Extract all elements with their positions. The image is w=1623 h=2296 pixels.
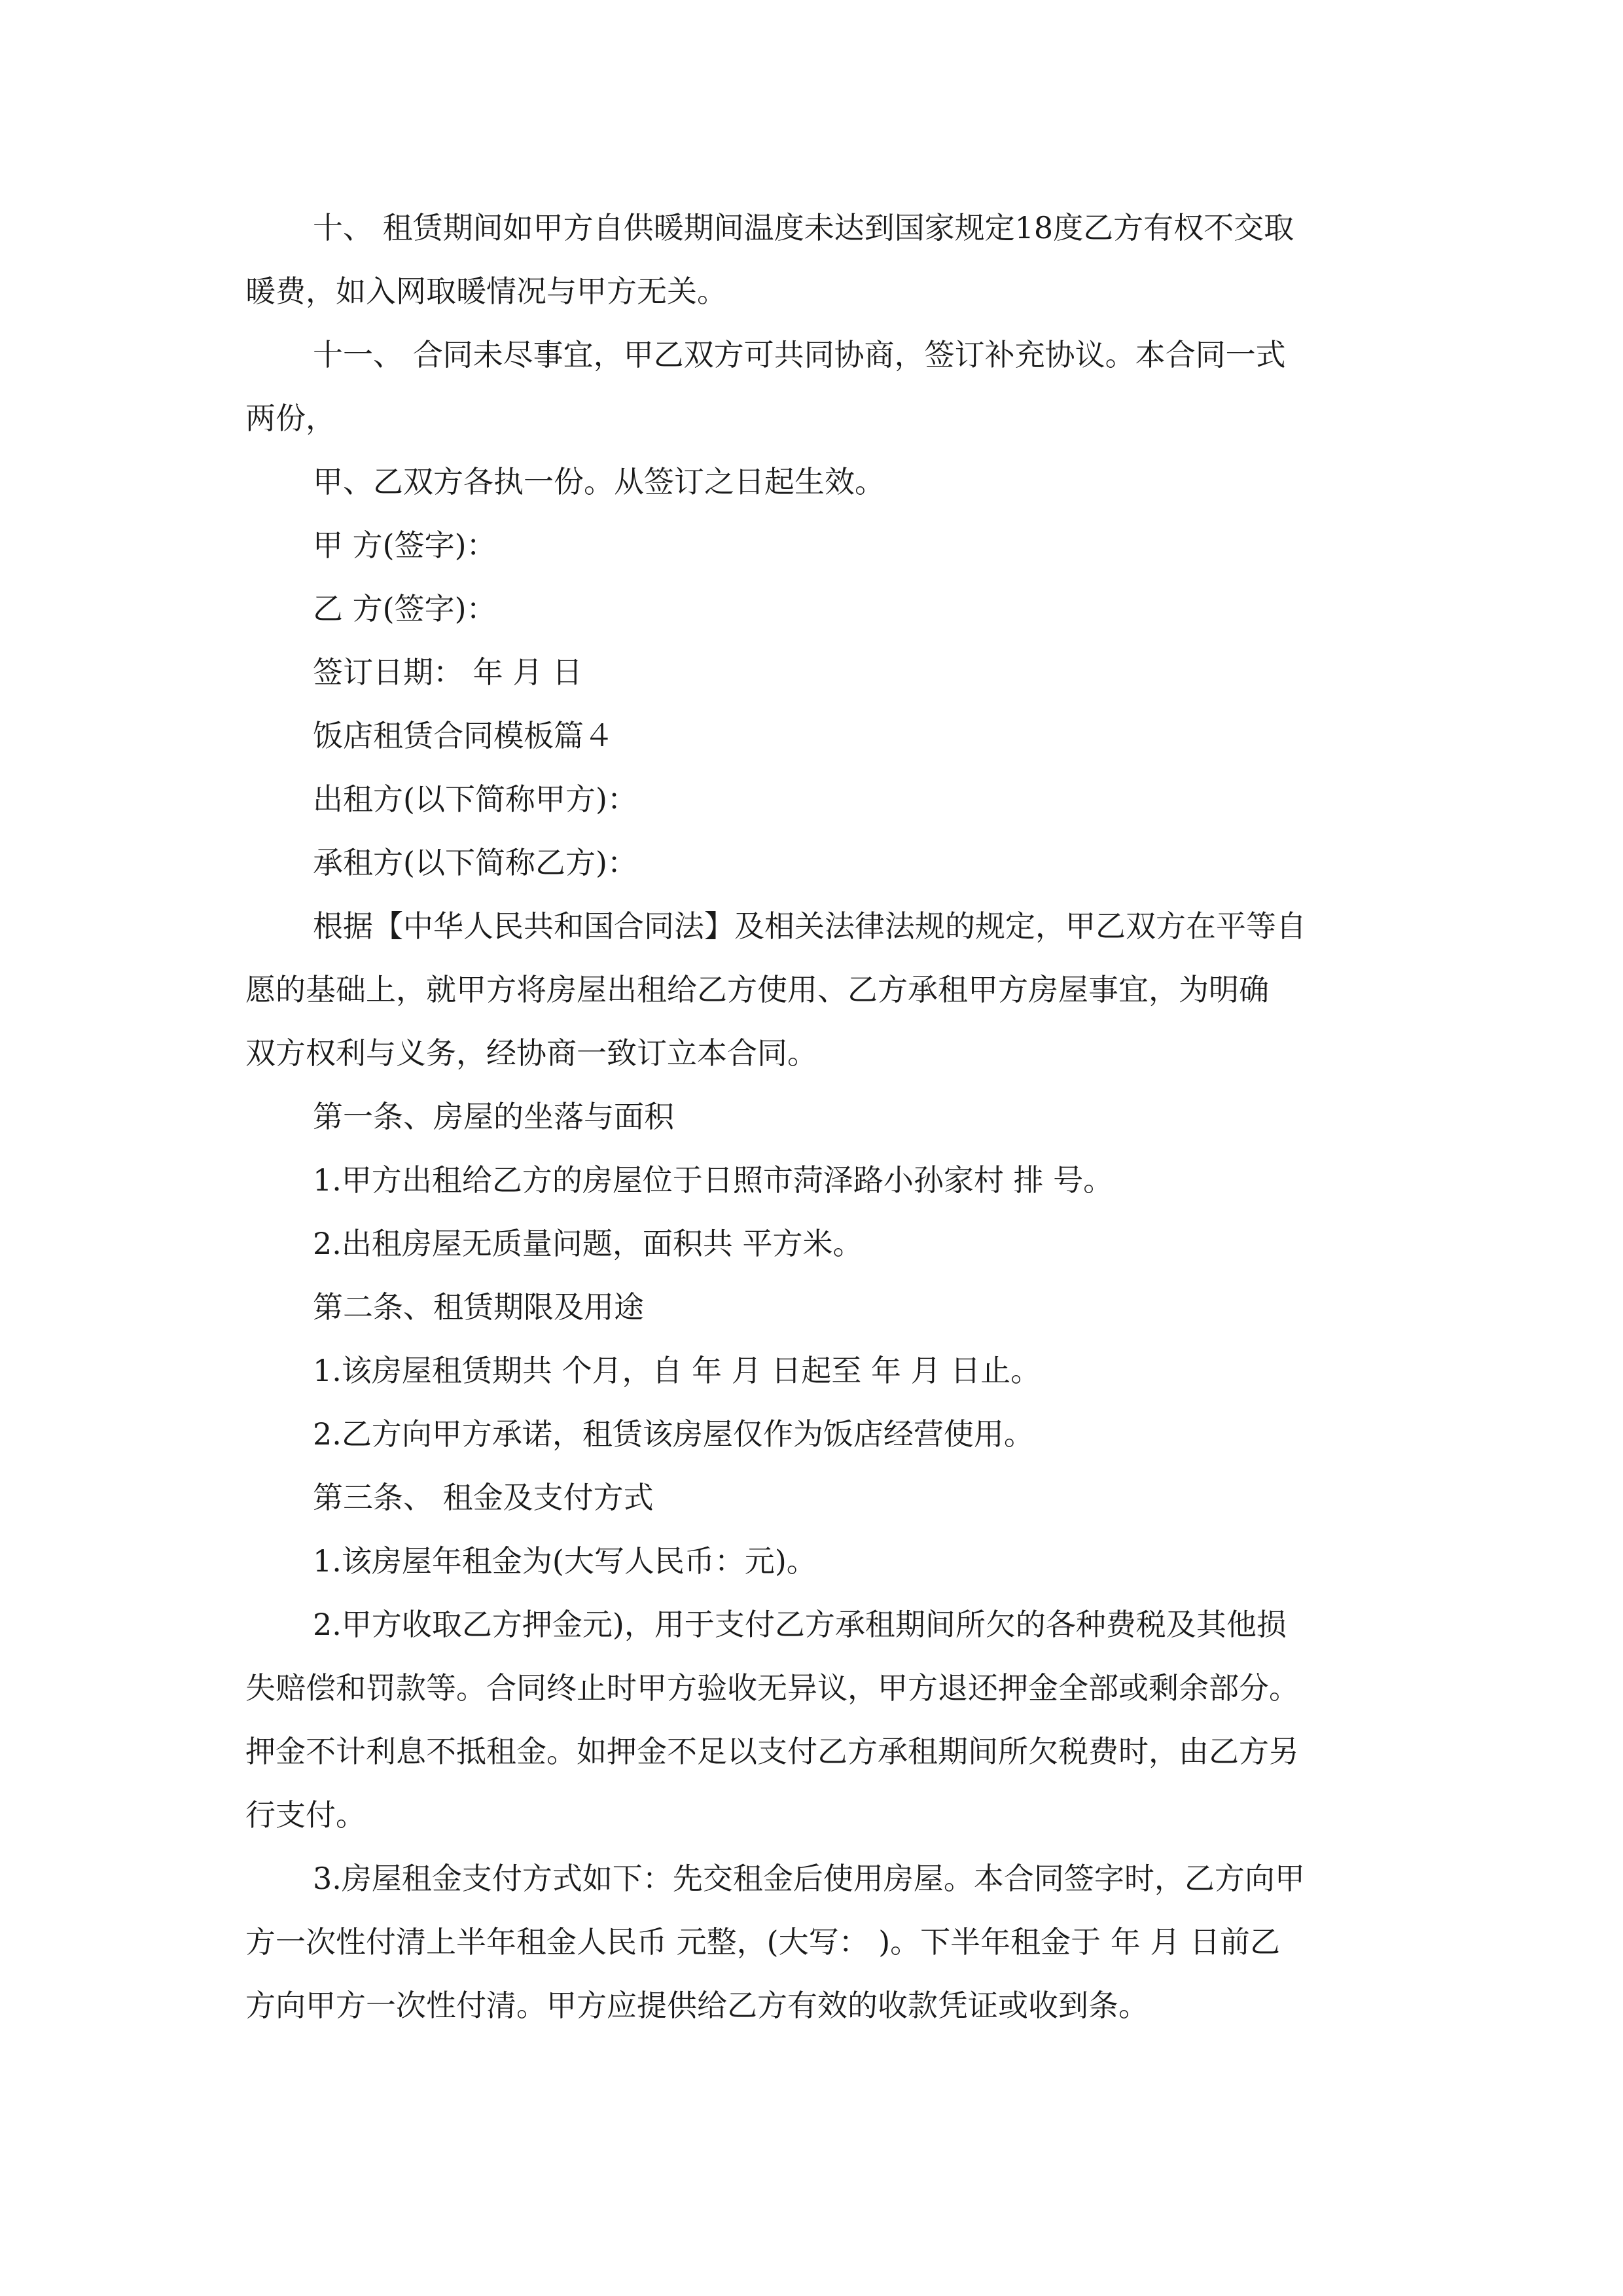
article-heading: 第一条、房屋的坐落与面积 (313, 1099, 674, 1134)
text-line: 失赔偿和罚款等。合同终止时甲方验收无异议，甲方退还押金全部或剩余部分。 (245, 1670, 1299, 1706)
text-line: 暖费，如入网取暖情况与甲方无关。 (245, 274, 727, 309)
document-body (245, 196, 1384, 2037)
signing-date: 签订日期： 年 月 日 (313, 655, 582, 690)
text-line: 行支付。 (245, 1797, 366, 1833)
text-line: 2.甲方收取乙方押金元)，用于支付乙方承租期间所欠的各种费税及其他损 (313, 1607, 1287, 1642)
text-line: 1.该房屋年租金为(大写人民币：元)。 (313, 1543, 817, 1579)
text-line: 根据【中华人民共和国合同法】及相关法律法规的规定，甲乙双方在平等自 (313, 908, 1306, 944)
lessor-line: 出租方(以下简称甲方)： (313, 781, 637, 817)
signature-party-b: 乙 方(签字)： (313, 591, 497, 626)
signature-party-a: 甲 方(签字)： (313, 528, 497, 563)
text-line: 押金不计利息不抵租金。如押金不足以支付乙方承租期间所欠税费时，由乙方另 (245, 1734, 1299, 1769)
text-line: 方向甲方一次性付清。甲方应提供给乙方有效的收款凭证或收到条。 (245, 1988, 1149, 2023)
text-line: 十、 租赁期间如甲方自供暖期间温度未达到国家规定18度乙方有权不交取 (313, 210, 1294, 245)
text-line: 双方权利与义务，经协商一致订立本合同。 (245, 1035, 817, 1071)
text-line: 2.出租房屋无质量问题，面积共 平方米。 (313, 1226, 863, 1261)
text-line: 愿的基础上，就甲方将房屋出租给乙方使用、乙方承租甲方房屋事宜，为明确 (245, 972, 1269, 1007)
text-line: 3.房屋租金支付方式如下：先交租金后使用房屋。本合同签字时，乙方向甲 (313, 1861, 1305, 1896)
article-heading: 第二条、租赁期限及用途 (313, 1289, 644, 1325)
text-line: 1.该房屋租赁期共 个月，自 年 月 日起至 年 月 日止。 (313, 1353, 1041, 1388)
text-line: 十一、 合同未尽事宜，甲乙双方可共同协商，签订补充协议。本合同一式 (313, 337, 1286, 372)
article-heading: 第三条、 租金及支付方式 (313, 1480, 654, 1515)
lessee-line: 承租方(以下简称乙方)： (313, 845, 637, 880)
section-title: 饭店租赁合同模板篇４ (313, 718, 614, 753)
text-line: 1.甲方出租给乙方的房屋位于日照市菏泽路小孙家村 排 号。 (313, 1162, 1114, 1198)
text-line: 甲、乙双方各执一份。从签订之日起生效。 (313, 464, 885, 499)
text-line: 方一次性付清上半年租金人民币 元整，(大写： )。下半年租金于 年 月 日前乙 (245, 1924, 1281, 1960)
text-line: 2.乙方向甲方承诺，租赁该房屋仅作为饭店经营使用。 (313, 1416, 1034, 1452)
text-line: 两份， (245, 401, 336, 436)
